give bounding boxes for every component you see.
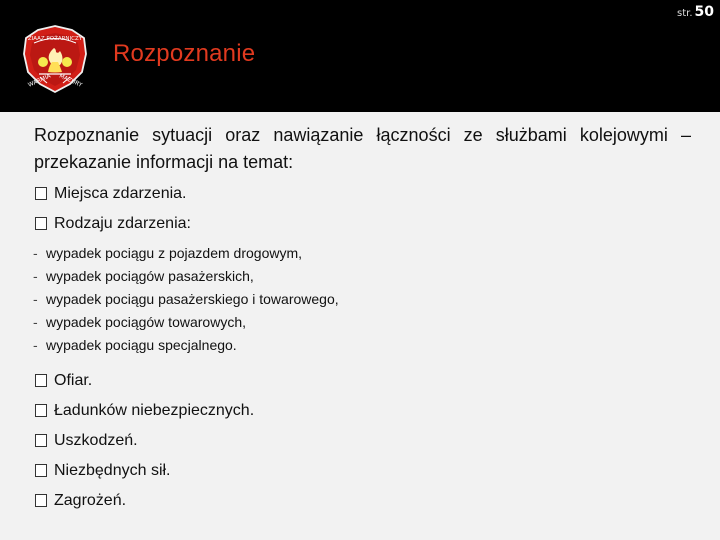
bullet-text: Ładunków niebezpiecznych. bbox=[54, 402, 255, 419]
sub-list-item: - wypadek pociągów pasażerskich, bbox=[34, 265, 691, 288]
bullet-text: Ofiar. bbox=[54, 372, 93, 389]
svg-text:WARMIA: WARMIA bbox=[27, 73, 52, 89]
bullet-item bbox=[34, 491, 691, 511]
page-number-label: str. bbox=[677, 8, 693, 19]
bullet-item bbox=[34, 431, 691, 451]
sub-list bbox=[34, 242, 691, 357]
bullet-text: Rodzaju zdarzenia: bbox=[54, 215, 191, 232]
slide-header bbox=[0, 0, 720, 112]
bullet-item bbox=[34, 184, 691, 204]
sub-list-item: - wypadek pociągu pasażerskiego i towarowego, bbox=[34, 288, 691, 311]
bullet-text: Zagrożeń. bbox=[54, 492, 127, 509]
bullet-item bbox=[34, 461, 691, 481]
svg-text:MAZURY: MAZURY bbox=[58, 73, 83, 89]
checkbox-icon bbox=[35, 374, 47, 387]
lead-paragraph: Rozpoznanie sytuacji oraz nawiązanie łączności ze służbami kolejowymi – przekazanie informacji na temat: bbox=[34, 125, 691, 172]
sub-list-item: - wypadek pociągu z pojazdem drogowym, bbox=[34, 242, 691, 265]
checkbox-icon bbox=[35, 464, 47, 477]
fire-union-logo bbox=[20, 24, 90, 94]
checkbox-icon bbox=[35, 434, 47, 447]
checkbox-icon bbox=[35, 187, 47, 200]
slide-title: Rozpoznanie bbox=[113, 40, 256, 67]
checkbox-icon bbox=[35, 404, 47, 417]
slide-content bbox=[34, 122, 691, 521]
page-number bbox=[677, 4, 714, 20]
checkbox-icon bbox=[35, 494, 47, 507]
bullet-text: Uszkodzeń. bbox=[54, 432, 138, 449]
sub-list-item: - wypadek pociągów towarowych, bbox=[34, 311, 691, 334]
bullet-item bbox=[34, 371, 691, 391]
fire-union-logo-image bbox=[20, 24, 90, 94]
bullet-item bbox=[34, 401, 691, 421]
svg-text:ZIAAZ POŻARNICZY: ZIAAZ POŻARNICZY bbox=[27, 36, 83, 42]
bullet-item bbox=[34, 214, 691, 234]
bullet-text: Niezbędnych sił. bbox=[54, 462, 171, 479]
bullet-text: Miejsca zdarzenia. bbox=[54, 185, 187, 202]
page-number-value: 50 bbox=[694, 4, 714, 20]
checkbox-icon bbox=[35, 217, 47, 230]
sub-list-item: - wypadek pociągu specjalnego. bbox=[34, 334, 691, 357]
